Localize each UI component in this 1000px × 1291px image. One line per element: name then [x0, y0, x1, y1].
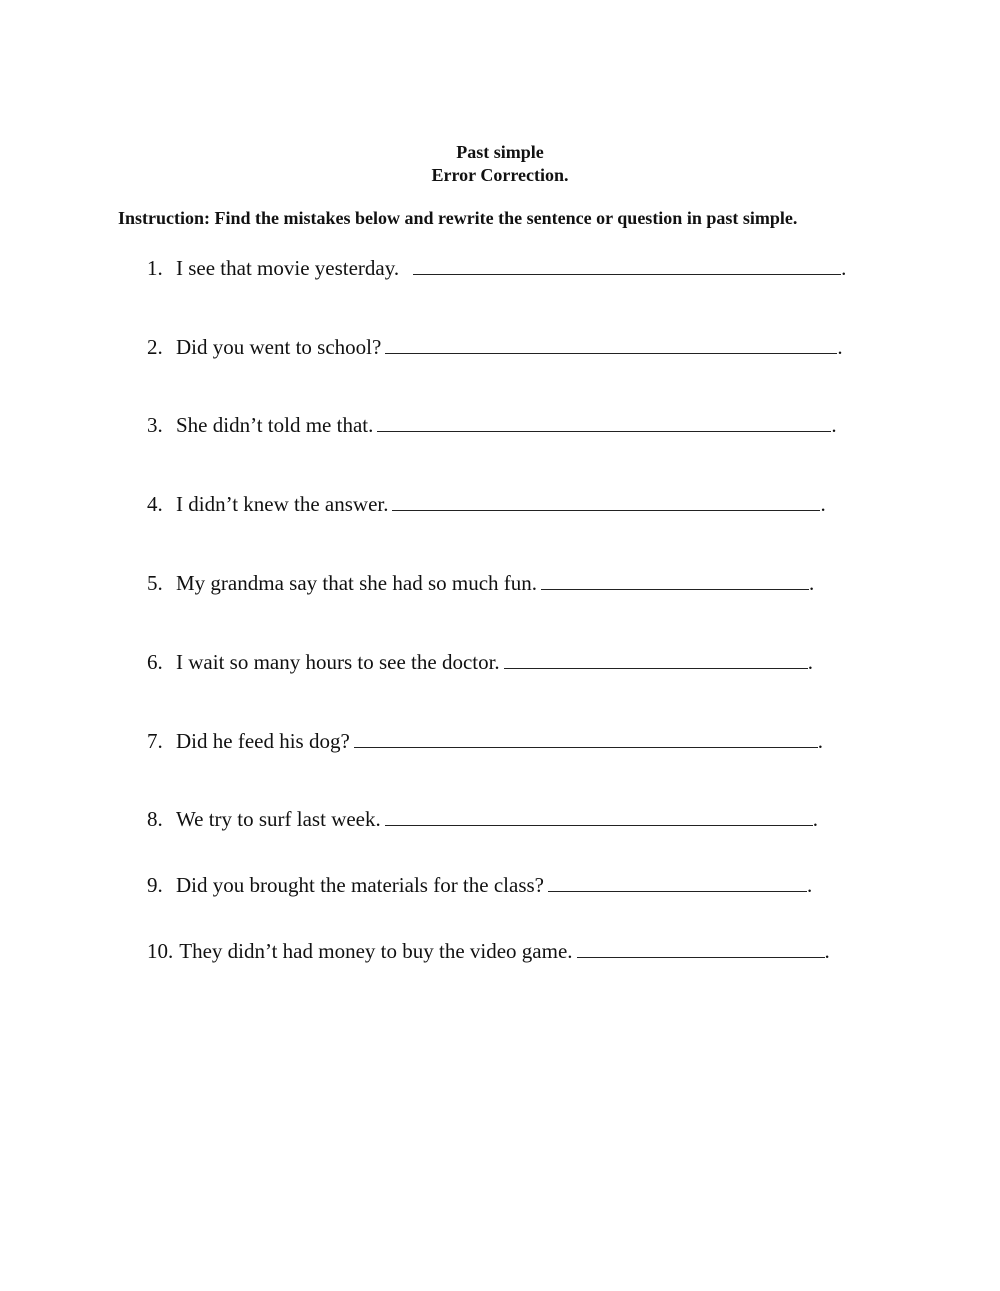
item-end-period: . [807, 650, 813, 674]
item-sentence: I wait so many hours to see the doctor. [176, 650, 500, 674]
item-number: 1. [147, 256, 163, 280]
answer-blank[interactable] [413, 254, 841, 275]
exercise-item-4 [147, 490, 826, 517]
exercise-item-7 [147, 727, 823, 754]
exercise-item-8 [147, 805, 818, 832]
exercise-item-6 [147, 648, 813, 675]
answer-blank[interactable] [354, 727, 818, 748]
item-sentence: I didn’t knew the answer. [176, 492, 389, 516]
item-sentence: Did you went to school? [176, 335, 382, 359]
item-number: 10. [147, 939, 174, 963]
exercise-item-10 [147, 937, 830, 964]
item-end-period: . [809, 571, 815, 595]
item-sentence: Did you brought the materials for the class? [176, 873, 544, 897]
item-number: 4. [147, 492, 163, 516]
item-end-period: . [806, 873, 813, 897]
item-sentence: They didn’t had money to buy the video game. [179, 939, 573, 963]
item-number: 6. [147, 650, 163, 674]
item-number: 8. [147, 807, 163, 831]
answer-blank[interactable] [377, 411, 831, 432]
answer-blank[interactable] [577, 937, 825, 958]
item-number: 7. [147, 729, 163, 753]
instruction-text: Instruction: Find the mistakes below and rewrite the sentence or question in past simple. [118, 208, 798, 228]
item-end-period: . [812, 807, 818, 831]
item-end-period: . [837, 335, 843, 359]
worksheet-title: Past simple [456, 142, 544, 162]
item-number: 9. [147, 873, 163, 897]
exercise-item-1 [147, 254, 846, 281]
item-number: 5. [147, 571, 163, 595]
answer-blank[interactable] [385, 805, 813, 826]
item-sentence: I see that movie yesterday. [176, 256, 400, 280]
item-number: 3. [147, 413, 163, 437]
worksheet-subtitle: Error Correction. [431, 165, 569, 185]
answer-blank[interactable] [541, 569, 809, 590]
item-number: 2. [147, 335, 163, 359]
item-sentence: My grandma say that she had so much fun. [176, 571, 538, 595]
item-end-period: . [820, 492, 826, 516]
item-sentence: We try to surf last week. [176, 807, 381, 831]
item-sentence: She didn’t told me that. [176, 413, 374, 437]
exercise-item-9 [147, 871, 812, 898]
answer-blank[interactable] [392, 490, 820, 511]
item-end-period: . [824, 939, 830, 963]
answer-blank[interactable] [385, 333, 837, 354]
item-sentence: Did he feed his dog? [176, 729, 350, 753]
answer-blank[interactable] [504, 648, 808, 669]
item-end-period: . [841, 256, 847, 280]
answer-blank[interactable] [548, 871, 807, 892]
item-end-period: . [817, 729, 824, 753]
exercise-item-2 [147, 333, 843, 360]
item-end-period: . [831, 413, 837, 437]
exercise-item-5 [147, 569, 814, 596]
exercise-item-3 [147, 411, 837, 438]
